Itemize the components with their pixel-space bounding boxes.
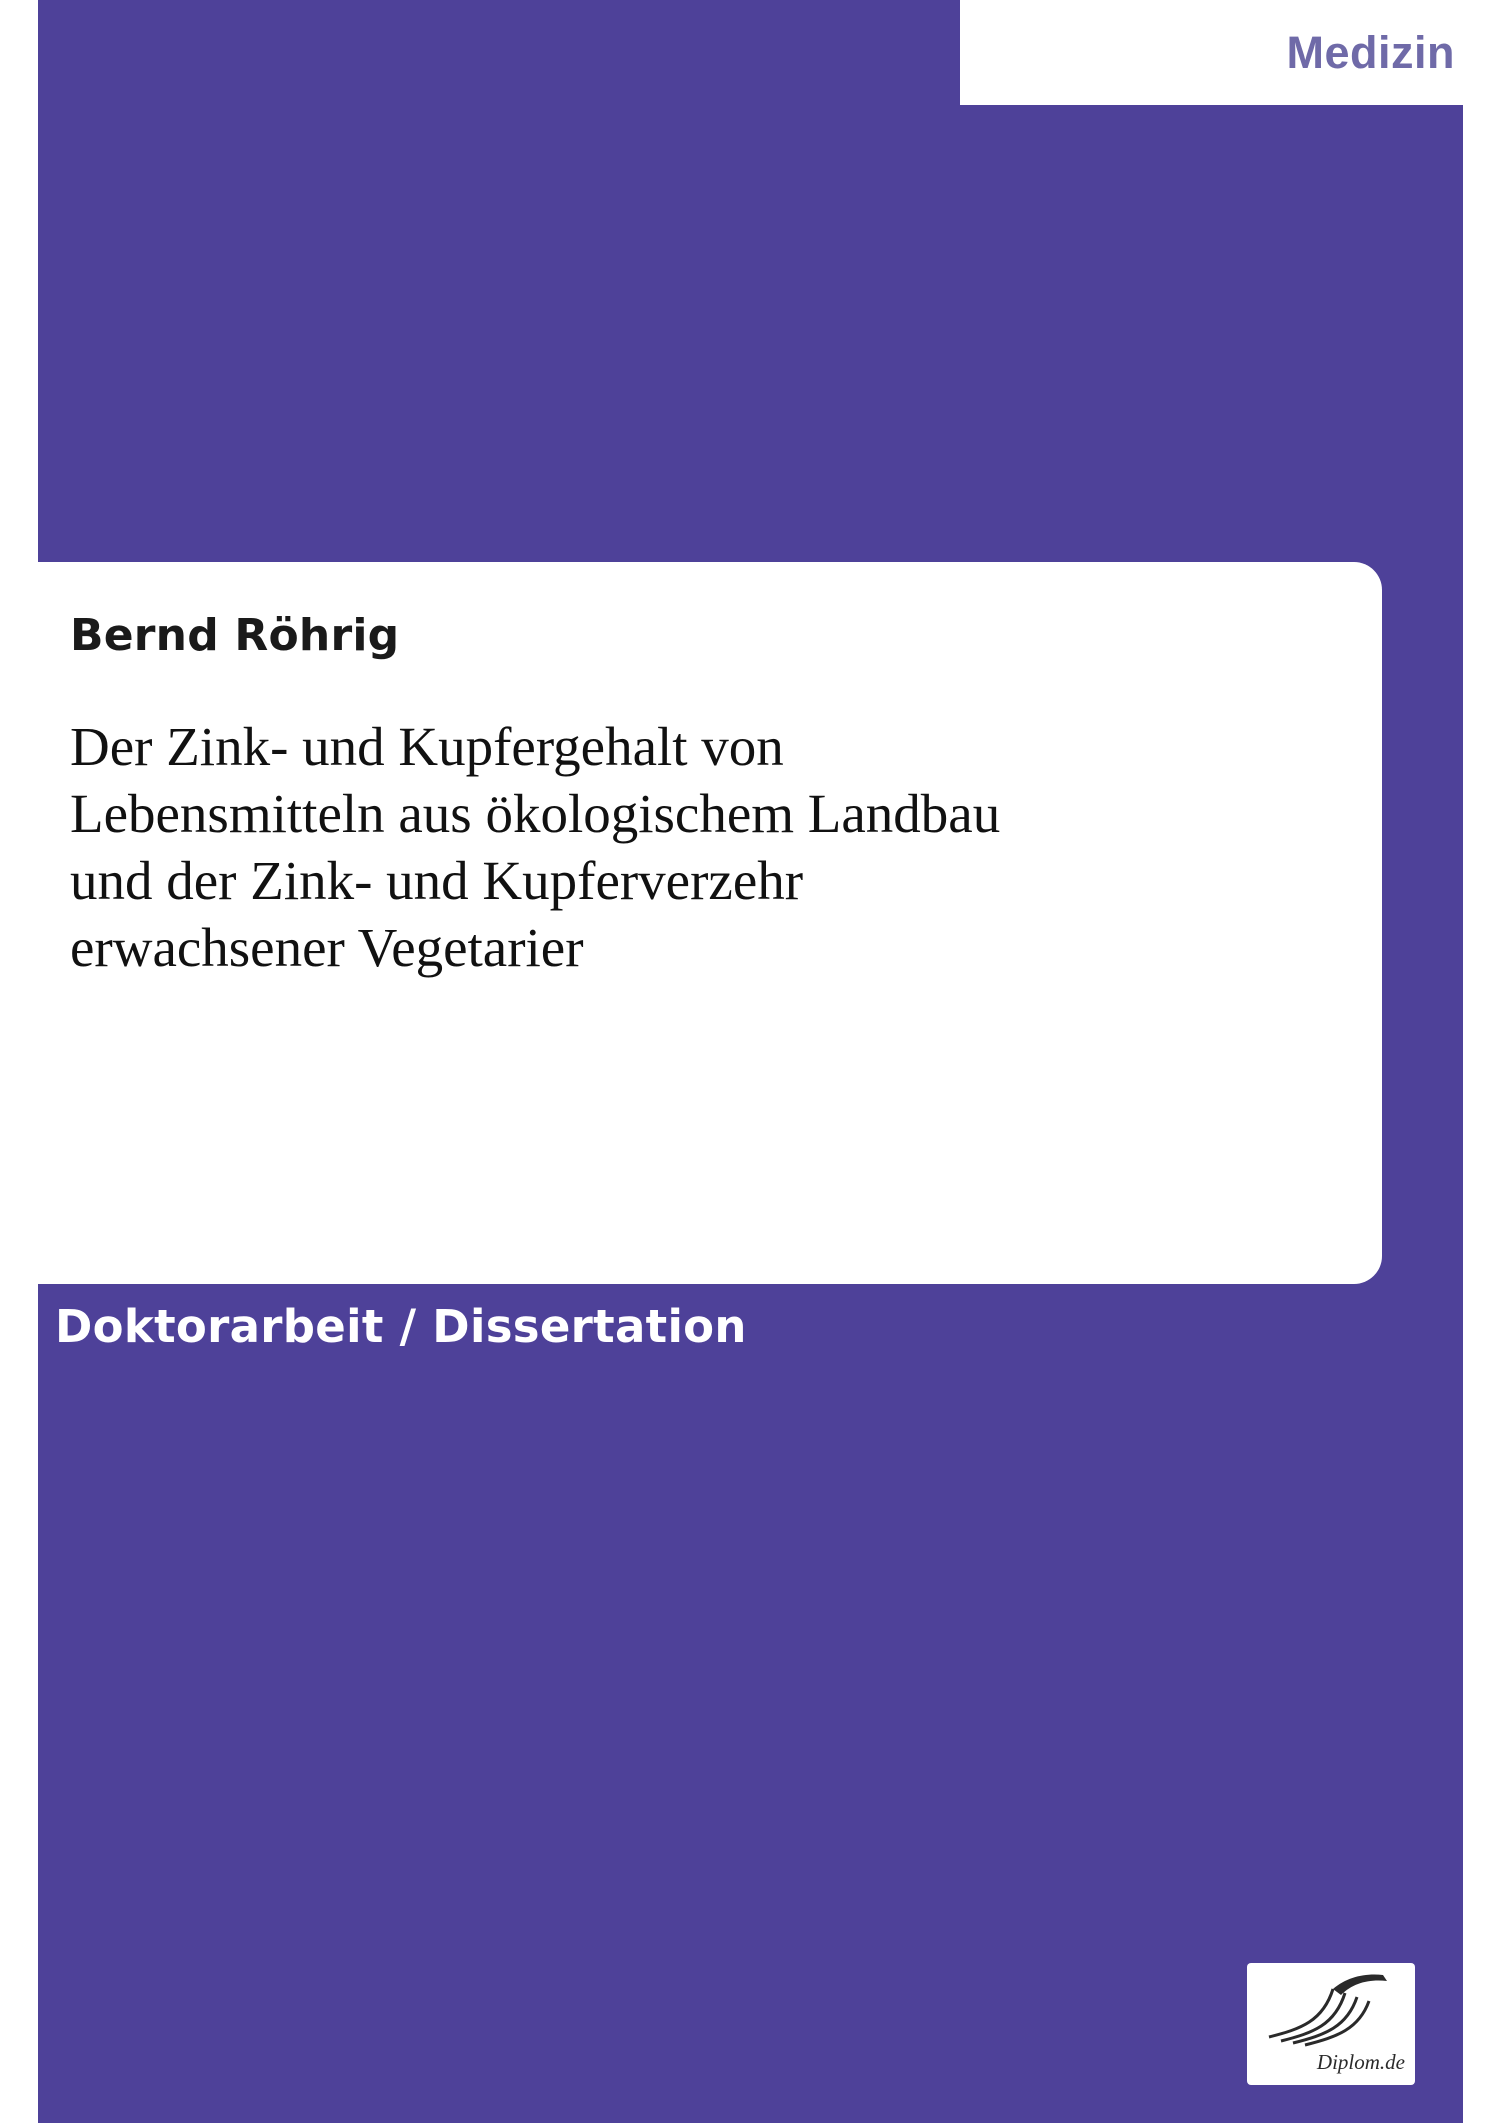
publisher-logo bbox=[1247, 1963, 1415, 2085]
document-type-label: Doktorarbeit / Dissertation bbox=[55, 1300, 747, 1353]
title-line-4: erwachsener Vegetarier bbox=[70, 917, 584, 979]
title-line-3: und der Zink- und Kupferverzehr bbox=[70, 850, 804, 912]
title-line-1: Der Zink- und Kupfergehalt von bbox=[70, 716, 784, 777]
book-title bbox=[70, 713, 1260, 981]
open-book-icon bbox=[1261, 1971, 1401, 2049]
category-label: Medizin bbox=[1286, 26, 1455, 78]
publisher-name: Diplom.de bbox=[1316, 2050, 1405, 2074]
title-card bbox=[0, 562, 1382, 1284]
title-line-2: Lebensmitteln aus ökologischem Landbau bbox=[70, 783, 1001, 845]
author-name: Bernd Röhrig bbox=[70, 610, 400, 661]
category-band bbox=[960, 0, 1500, 105]
